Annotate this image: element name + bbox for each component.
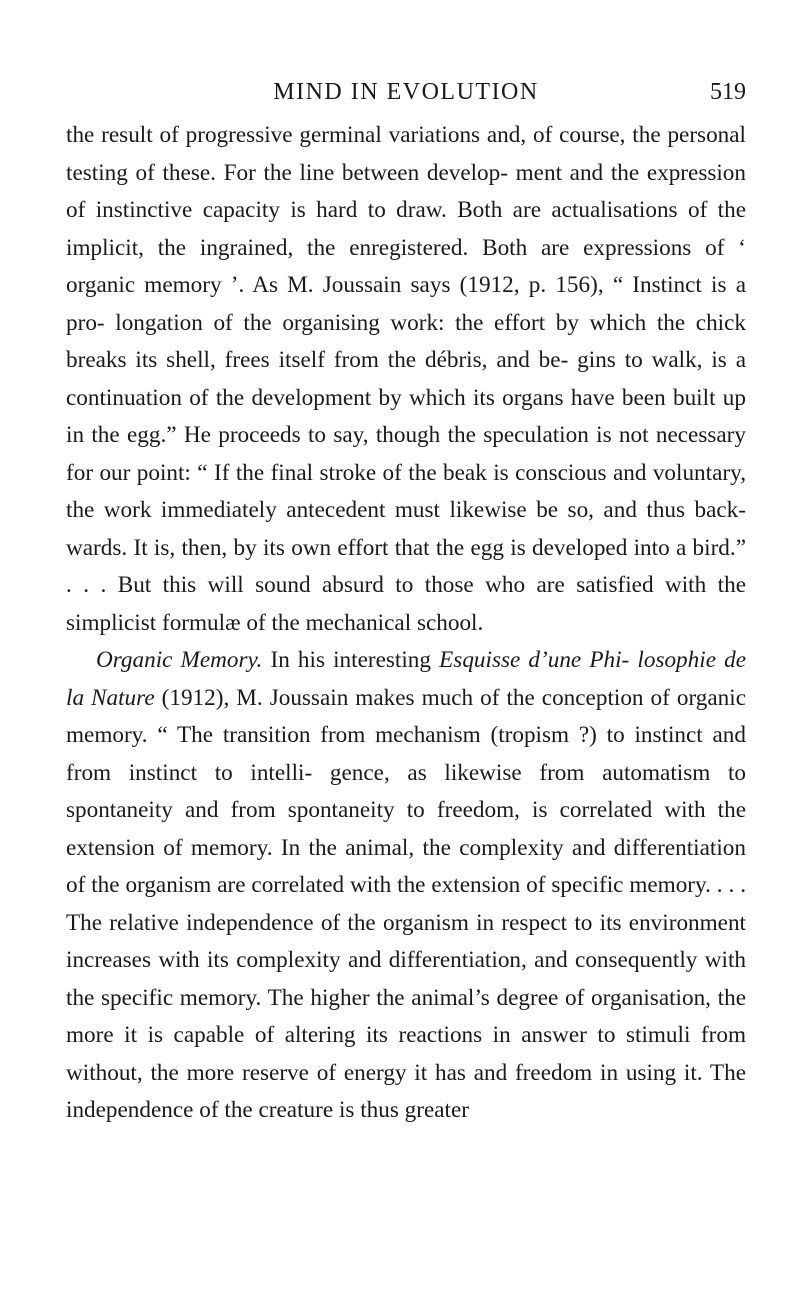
paragraph-continuation: the result of progressive germinal variations and, of course, the personal testing of these. For the line between develop- ment and the expression of instinctive capacity is hard to draw. Both are actualisations of the implicit, the ingrained, the enregistered. Both are expressions of ‘ organic memory ’. As M. Joussain says (1912, p. 156), “ Instinct is a pro- longation of the organising work: the effort by which the chick breaks its shell, frees itself from the débris, and be- gins to walk, is a continuation of the development by which its organs have been built up in the egg.” He proceeds to say, though the speculation is not necessary for our point: “ If the final stroke of the beak is conscious and voluntary, the work immediately antecedent must likewise be so, and thus back- wards. It is, then, by its own effort that the egg is developed into a bird.” . . . But this will sound absurd to those who are satisfied with the simplicist formulæ of the mechanical school. [66, 122, 746, 636]
section-heading-organic-memory: Organic Memory. [96, 647, 263, 673]
paragraph-lead: In his interesting [262, 647, 440, 673]
page-number: 519 [710, 79, 746, 105]
book-title: Esquisse d’une Phi- losophie de la Nature [66, 647, 747, 711]
running-title: MIND IN EVOLUTION [273, 79, 539, 105]
paragraph-rest: (1912), M. Joussain makes much of the conception of organic memory. “ The transition from mechanism (tropism ?) to instinct and from instinct to intelli- gence, as likewise from automatism to spontaneity and from spontaneity to freedom, is correlated with the extension of memory. In the animal, the complexity and differentiation of the organism are correlated with the extension of specific memory. . . . The relative independence of the organism in respect to its environment increases with its complexity and differentiation, and consequently with the specific memory. The higher the animal’s degree of organisation, the more it is capable of altering its reactions in answer to stimuli from without, the more reserve of energy it has and freedom in using it. The independence of the creature is thus greater [66, 684, 746, 1123]
running-head [66, 72, 746, 112]
paragraph-organic-memory [66, 642, 746, 1130]
body-text [66, 117, 746, 1130]
